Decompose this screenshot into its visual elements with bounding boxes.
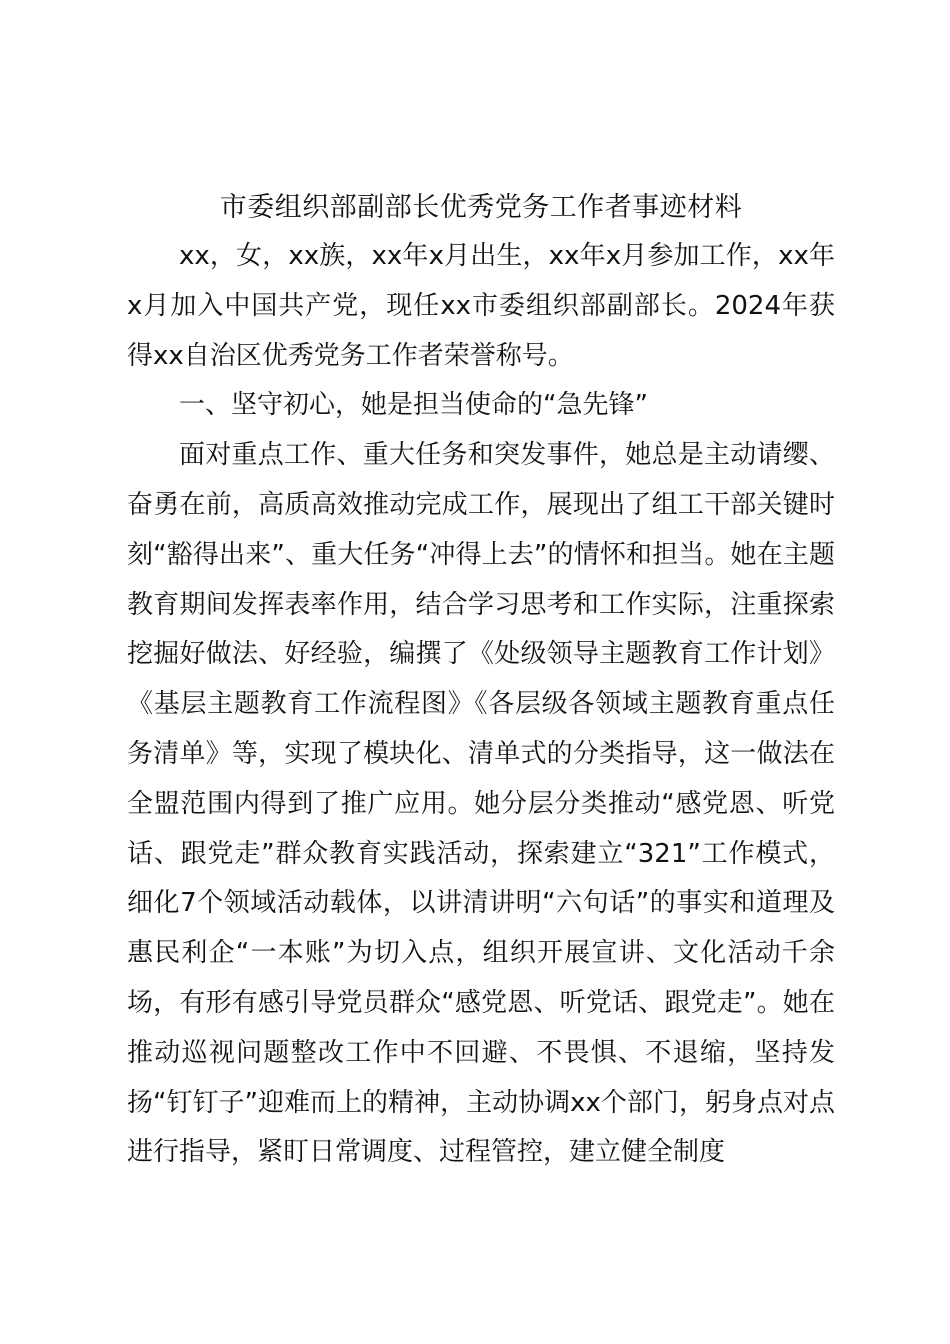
intro-paragraph: xx，女，xx族，xx年x月出生，xx年x月参加工作，xx年x月加入中国共产党，现任xx市委组织部副部长。2024年获得xx自治区优秀党务工作者荣誉称号。 [127, 241, 835, 371]
document-body [127, 186, 835, 1178]
section-1-paragraph: 面对重点工作、重大任务和突发事件，她总是主动请缨、奋勇在前，高质高效推动完成工作，展现出了组工干部关键时刻“豁得出来”、重大任务“冲得上去”的情怀和担当。她在主题教育期间发挥表率作用，结合学习思考和工作实际，注重探索挖掘好做法、好经验，编撰了《处级领导主题教育工作计划》《基层主题教育工作流程图》《各层级各领域主题教育重点任务清单》等，实现了模块化、清单式的分类指导，这一做法在全盟范围内得到了推广应用。她分层分类推动“感党恩、听党话、跟党走”群众教育实践活动，探索建立“321”工作模式，细化7个领域活动载体，以讲清讲明“六句话”的事实和道理及惠民利企“一本账”为切入点，组织开展宣讲、文化活动千余场，有形有感引导党员群众“感党恩、听党话、跟党走”。她在推动巡视问题整改工作中不回避、不畏惧、不退缩，坚持发扬“钉钉子”迎难而上的精神，主动协调xx个部门，躬身点对点进行指导，紧盯日常调度、过程管控，建立健全制度 [127, 440, 835, 1168]
section-heading-1: 一、坚守初心，她是担当使命的“急先锋” [179, 390, 648, 421]
document-title: 市委组织部副部长优秀党务工作者事迹材料 [219, 192, 743, 223]
